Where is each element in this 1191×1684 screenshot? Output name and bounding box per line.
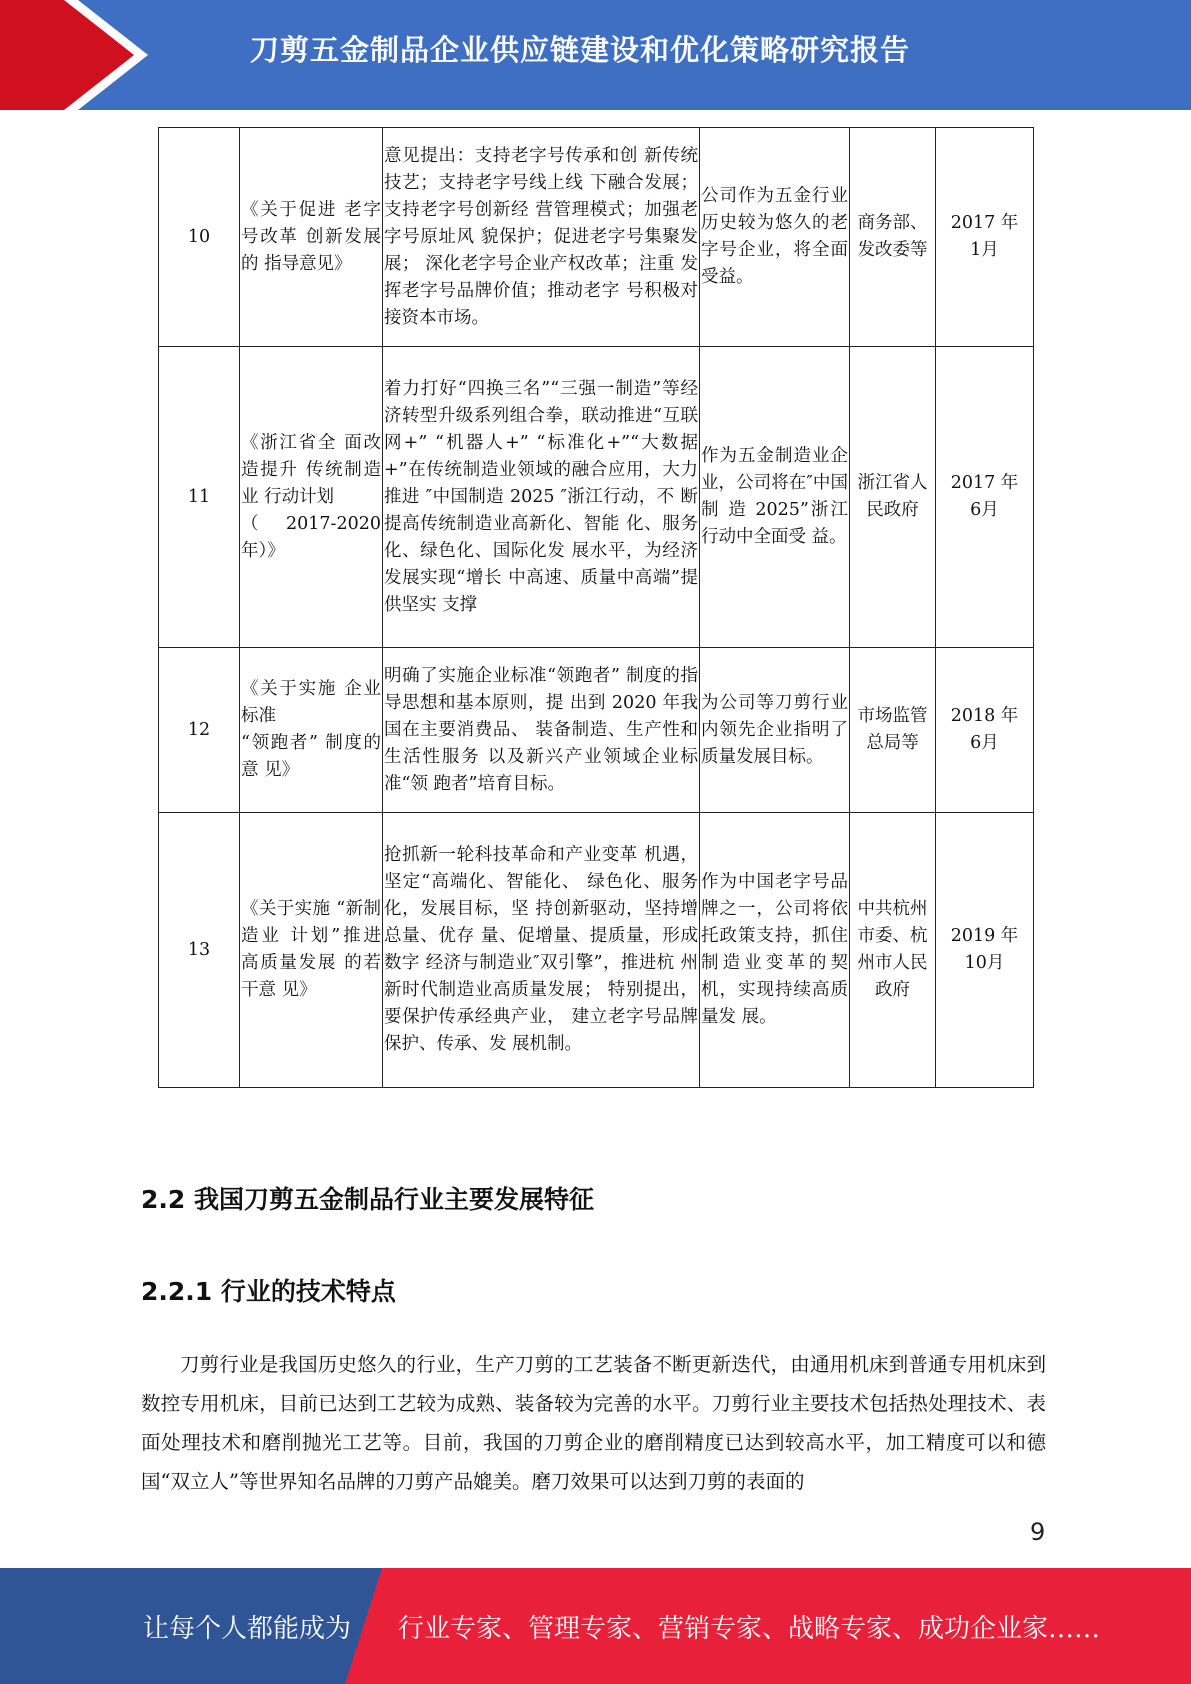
row-number: 11	[159, 347, 240, 648]
issuing-department: 中共杭州市委、杭州市人民政府	[850, 813, 936, 1088]
issuing-department: 浙江省人民政府	[850, 347, 936, 648]
body-paragraph: 刀剪行业是我国历史悠久的行业，生产刀剪的工艺装备不断更新迭代，由通用机床到普通专用机床到数控专用机床，目前已达到工艺较为成熟、装备较为完善的水平。刀剪行业主要技术包括热处理技术、表面处理技术和磨削抛光工艺等。目前，我国的刀剪企业的磨削精度已达到较高水平，加工精度可以和德国“双立人”等世界知名品牌的刀剪产品媲美。磨刀效果可以达到刀剪的表面的	[141, 1353, 1046, 1493]
issue-date: 2018 年 6月	[936, 648, 1034, 813]
table-row	[159, 648, 1034, 813]
subsection-heading: 2.2.1 行业的技术特点	[141, 1277, 396, 1306]
issue-date: 2017 年 6月	[936, 347, 1034, 648]
table-row	[159, 813, 1034, 1088]
issuing-department: 商务部、发改委等	[850, 128, 936, 347]
header-title: 刀剪五金制品企业供应链建设和优化策略研究报告	[250, 33, 911, 67]
policy-name: 《浙江省全 面改造提升 传统制造业 行动计划 （2017-2020 年）》	[240, 347, 383, 648]
policy-content: 意见提出：支持老字号传承和创 新传统技艺；支持老字号线上线 下融合发展；支持老字号创新经 营管理模式；加强老字号原址风 貌保护；促进老字号集聚发展； 深化老字号企业产权改革；注重 发挥老字号品牌价值；推动老字 号积极对接资本市场。	[383, 128, 700, 347]
policy-impact: 为公司等刀剪行业内领先企业指明了质量发展目标。	[700, 648, 850, 813]
section-heading: 2.2 我国刀剪五金制品行业主要发展特征	[141, 1185, 594, 1214]
table-row	[159, 128, 1034, 347]
issue-date: 2019 年 10月	[936, 813, 1034, 1088]
policy-name: 《关于实施 “新制造业 计划”推进 高质量发展 的若干意 见》	[240, 813, 383, 1088]
page-header	[0, 0, 1191, 110]
row-number: 13	[159, 813, 240, 1088]
page-number: 9	[1030, 1518, 1046, 1546]
row-number: 10	[159, 128, 240, 347]
policy-content: 明确了实施企业标准“领跑者” 制度的指导思想和基本原则，提 出到 2020 年我国在主要消费品、 装备制造、生产性和生活性服务 以及新兴产业领域企业标准“领 跑者”培育目标。	[383, 648, 700, 813]
footer-slogan-right: 行业专家、管理专家、营销专家、战略专家、成功企业家……	[398, 1614, 1101, 1644]
policy-content: 着力打好“四换三名”“三强一制造”等经济转型升级系列组合拳，联动推进“互联网+” “机器人+” “标准化+”“大数据+”在传统制造业领域的融合应用，大力推进 ″中国制造 2025 ″浙江行动，不 断提高传统制造业高新化、智能 化、服务化、绿色化、国际化发 展水平，为经济发展实现“增长 中高速、质量中高端”提供坚实 支撑	[383, 347, 700, 648]
page-footer	[0, 1568, 1191, 1684]
issue-date: 2017 年 1月	[936, 128, 1034, 347]
policy-name: 《关于实施 企业标准 “领跑者” 制度的意 见》	[240, 648, 383, 813]
footer-slogan-left: 让每个人都能成为	[143, 1614, 352, 1644]
row-number: 12	[159, 648, 240, 813]
issuing-department: 市场监管总局等	[850, 648, 936, 813]
policy-impact: 作为五金制造业企业，公司将在″中国制 造 2025”浙江 行动中全面受 益。	[700, 347, 850, 648]
policy-content: 抢抓新一轮科技革命和产业变革 机遇，坚定“高端化、智能化、 绿色化、服务化，发展目标，坚 持创新驱动，坚持增总量、优存 量、促增量、提质量，形成数字 经济与制造业″双引擎”，推进杭 州新时代制造业高质量发展； 特别提出，要保护传承经典产业， 建立老字号品牌保护、传承、发 展机制。	[383, 813, 700, 1088]
policy-impact: 作为中国老字号品牌之一，公司将依托政策支持，抓住制造业变革的契机，实现持续高质量发 展。	[700, 813, 850, 1088]
table-row	[159, 347, 1034, 648]
policy-name: 《关于促进 老字号改革 创新发展的 指导意见》	[240, 128, 383, 347]
policy-table	[158, 127, 1034, 1088]
policy-impact: 公司作为五金行业历史较为悠久的老字号企业，将全面受益。	[700, 128, 850, 347]
